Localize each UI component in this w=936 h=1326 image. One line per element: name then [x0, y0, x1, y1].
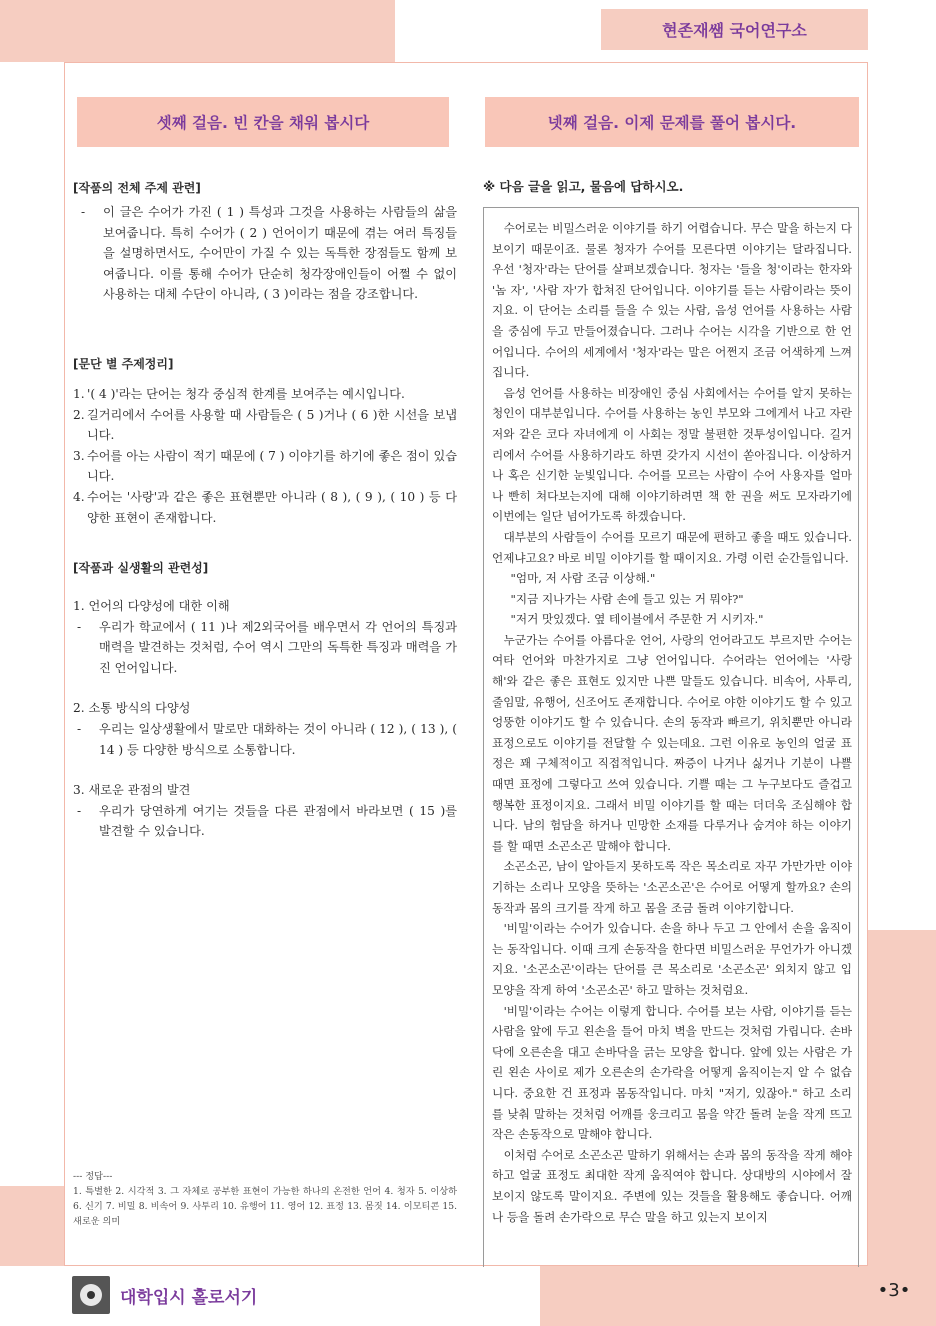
passage-paragraph: 이처럼 수어로 소곤소곤 말하기 위해서는 손과 몸의 동작을 작게 해야 하고 얼굴 표정도 최대한 작게 움직여야 합니다. 상대방의 시야에서 잘 보이지 않도록 말이지요. 주변에 있는 것들을 활용해도 좋습니다. 어깨나 등을 돌려 손가락으로 무슨 말을 하고 있는지 보이지	[492, 1147, 852, 1224]
list-text: '( 4 )'라는 단어는 청각 중심적 한계를 보여주는 예시입니다.	[87, 387, 405, 401]
passage-paragraph: 수어로는 비밀스러운 이야기를 하기 어렵습니다. 무슨 말을 하는지 다 보이기 때문이죠. 물론 청자가 수어를 모른다면 이야기는 달라집니다. 우선 '청자'라는 단어를 살펴보겠습니다. 청자는 '들을 청'이라는 한자와 '놈 자', '사람 자'가 합쳐진 단어입니다. 이야기를 듣는 사람이라는 뜻이지요. 이 단어는 소리를 들을 수 있는 사람, 음성 언어를 사용하는 사람을 중심에 두고 만들어졌습니다. 그러나 수어는 시각을 기반으로 한 언어입니다. 수어의 세계에서 '청자'라는 말은 어쩐지 조금 어색하게 느껴집니다.	[492, 221, 852, 380]
passage-paragraph: 누군가는 수어를 아름다운 언어, 사랑의 언어라고도 부르지만 수어는 여타 언어와 마찬가지로 그냥 언어입니다. 수어라는 언어에는 '사랑해'와 같은 좋은 표현도 있지만 나쁜 말들도 있습니다. 비속어, 사투리, 줄임말, 유행어, 신조어도 존재합니다. 수어로 야한 이야기도 할 수 있고 엉뚱한 이야기도 할 수 있습니다. 손의 동작과 빠르기, 위치뿐만 아니라 표정으로도 이야기를 전달할 수 있는데요. 그런 이유로 농인의 얼굴 표정은 꽤 구체적이고 직접적입니다. 짜증이 나거나 싫거나 기분이 나쁠 때면 표정에 그렇다고 쓰여 있습니다. 기쁠 때는 그 누구보다도 즐겁고 행복한 표정이지요. 그래서 비밀 이야기를 할 때는 더더욱 조심해야 합니다. 남의 험담을 하거나 민망한 소재를 다루거나 숨겨야 하는 이야기를 할 때면 소곤소곤 말해야 합니다.	[492, 632, 852, 853]
answer-key-text: 1. 특별한 2. 시각적 3. 그 자체로 공부한 표현이 가능한 하나의 온전한 언어 4. 청자 5. 이상하 6. 신기 7. 비밀 8. 비속어 9. 사투리 10. 유행어 11. 영어 12. 표정 13. 몸짓 14. 이모티콘 15. 새로운 의미	[73, 1186, 457, 1227]
section-real-life	[73, 559, 457, 842]
section-title: [작품과 실생활의 관련성]	[73, 561, 209, 575]
dash-text: 우리는 일상생활에서 말로만 대화하는 것이 아니라 ( 12 ), ( 13 ), ( 14 ) 등 다양한 방식으로 소통합니다.	[99, 721, 457, 757]
page-number: •3•	[877, 1280, 911, 1301]
section-title: [문단 별 주제정리]	[73, 357, 174, 371]
list-number: 1.	[73, 387, 85, 401]
reading-passage	[483, 207, 859, 1267]
list-item	[73, 384, 457, 405]
passage-quote: "엄마, 저 사람 조금 이상해."	[510, 571, 656, 586]
footer-publisher-name: 대학입시 홀로서기	[120, 1288, 258, 1308]
answer-key	[73, 1169, 457, 1229]
dash-marker: -	[77, 803, 82, 818]
publisher-logo-icon	[72, 1276, 110, 1314]
passage-quote: "저거 맛있겠다. 옆 테이블에서 주문한 거 시키자."	[510, 612, 764, 627]
group-heading: 3. 새로운 관점의 발견	[73, 783, 191, 798]
section-title: [작품의 전체 주제 관련]	[73, 181, 201, 195]
list-text: 수어를 아는 사람이 적기 때문에 ( 7 ) 이야기를 하기에 좋은 점이 있습니다.	[87, 448, 457, 484]
dash-item	[73, 202, 457, 305]
dash-item	[73, 617, 457, 679]
dash-marker: -	[81, 205, 86, 219]
passage-paragraph: 소곤소곤, 남이 알아듣지 못하도록 작은 목소리로 자꾸 가만가만 이야기하는 소리나 모양을 뜻하는 '소곤소곤'은 수어로 어떻게 할까요? 손의 동작과 몸의 크기를 작게 하고 몸을 조금 돌려 이야기합니다.	[492, 859, 852, 915]
page-frame	[64, 62, 868, 1266]
right-column	[481, 63, 861, 1224]
dash-text: 우리가 학교에서 ( 11 )나 제2외국어를 배우면서 각 언어의 특징과 매력을 발견하는 것처럼, 수어 역시 그만의 독특한 특징과 매력을 가진 언어입니다.	[99, 619, 457, 675]
list-item	[73, 446, 457, 487]
step4-header: 넷째 걸음. 이제 문제를 풀어 봅시다.	[485, 97, 859, 147]
list-number: 2.	[73, 407, 85, 422]
left-column	[73, 63, 457, 1227]
group-heading: 1. 언어의 다양성에 대한 이해	[73, 599, 230, 613]
decor-block-bottom-left	[0, 1186, 64, 1266]
list-text: 길거리에서 수어를 사용할 때 사람들은 ( 5 )거나 ( 6 )한 시선을 보냅니다.	[87, 407, 457, 443]
dash-item	[73, 719, 457, 760]
dash-item	[73, 801, 457, 842]
logo-emblem	[80, 1284, 102, 1306]
decor-block-top-left	[0, 0, 395, 62]
question-instruction: ※ 다음 글을 읽고, 물음에 답하시오.	[483, 179, 684, 194]
dash-text: 우리가 당연하게 여기는 것들을 다른 관점에서 바라보면 ( 15 )를 발견할 수 있습니다.	[99, 803, 457, 839]
decor-block-right	[868, 930, 936, 1266]
dash-marker: -	[77, 721, 82, 736]
passage-quote: "지금 지나가는 사람 손에 들고 있는 거 뭐야?"	[510, 591, 744, 606]
dash-text: 이 글은 수어가 가진 ( 1 ) 특성과 그것을 사용하는 사람들의 삶을 보여줍니다. 특히 수어가 ( 2 ) 언어이기 때문에 겪는 여러 특징들을 설명하면서도, 수어만이 가질 수 있는 독특한 장점들도 함께 보여줍니다. 이를 통해 수어가 단순히 청각장애인들이 어쩔 수 없이 사용하는 대체 수단이 아니라, ( 3 )이라는 점을 강조합니다.	[103, 205, 457, 302]
list-number: 3.	[73, 448, 85, 463]
list-text: 수어는 '사랑'과 같은 좋은 표현뿐만 아니라 ( 8 ), ( 9 ), ( 10 ) 등 다양한 표현이 존재합니다.	[87, 489, 457, 525]
answer-key-title: --- 정답---	[73, 1171, 113, 1182]
passage-paragraph: '비밀'이라는 수어가 있습니다. 손을 하나 두고 그 안에서 손을 움직이는 동작입니다. 이때 크게 손동작을 한다면 비밀스러운 무언가가 아니겠지요. '소곤소곤'이라는 단어를 큰 목소리로 '소곤소곤' 외치지 않고 입 모양을 작게 하여 '소곤소곤' 하고 말하는 것처럼요.	[492, 921, 852, 997]
passage-paragraph: '비밀'이라는 수어는 이렇게 합니다. 수어를 보는 사람, 이야기를 듣는 사람을 앞에 두고 왼손을 들어 마치 벽을 만드는 것처럼 가립니다. 손바닥에 오른손을 대고 손바닥을 긁는 모양을 합니다. 앞에 있는 사람은 가린 왼손 사이로 제가 오른손의 손가락을 어떻게 움직이는지 알 수 없습니다. 중요한 건 표정과 몸동작입니다. 마치 "저기, 있잖아." 하고 소리를 낮춰 말하는 것처럼 어깨를 웅크리고 몸을 약간 돌려 눈을 작게 뜨고 작은 손동작으로 말해야 합니다.	[492, 1003, 852, 1142]
step3-header: 셋째 걸음. 빈 칸을 채워 봅시다	[77, 97, 449, 147]
section-overall-theme	[73, 179, 457, 305]
list-item	[73, 405, 457, 446]
list-number: 4.	[73, 489, 85, 504]
passage-paragraph: 대부분의 사람들이 수어를 모르기 때문에 편하고 좋을 때도 있습니다. 언제냐고요? 바로 비밀 이야기를 할 때이지요. 가령 이런 순간들입니다.	[492, 529, 852, 565]
brand-label: 현존재쌤 국어연구소	[601, 9, 868, 50]
group-heading: 2. 소통 방식의 다양성	[73, 701, 191, 716]
passage-paragraph: 음성 언어를 사용하는 비장애인 중심 사회에서는 수어를 알지 못하는 청인이 대부분입니다. 수어를 사용하는 농인 부모와 그에게서 나고 자란 저와 같은 코다 자녀에게 이 사회는 정말 불편한 것투성이입니다. 길거리에서 수어를 사용하기라도 하면 갖가지 시선이 쏟아집니다. 이상하거나 혹은 신기한 눈빛입니다. 수어를 모르는 사람이 수어 사용자를 얼마나 빤히 쳐다보는지에 대해 이야기하려면 책 한 권을 써도 모자라기에 이번에는 일단 넘어가도록 하겠습니다.	[492, 385, 852, 524]
section-paragraph-summary	[73, 355, 457, 528]
dash-marker: -	[77, 619, 82, 634]
list-item	[73, 487, 457, 528]
